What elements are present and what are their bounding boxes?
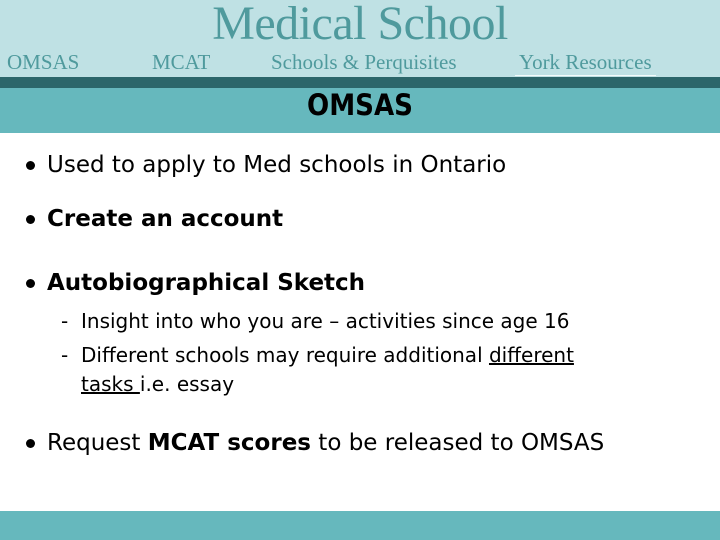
bullet-text: to be released to OMSAS <box>311 430 605 456</box>
bullet-icon <box>26 215 35 224</box>
nav-schools-perquisites[interactable]: Schools & Perquisites <box>271 50 457 74</box>
site-title: Medical School <box>212 0 508 50</box>
bullet-text: Create an account <box>47 206 284 232</box>
bullet-icon <box>26 279 35 288</box>
bullet-text: Used to apply to Med schools in Ontario <box>47 152 507 178</box>
sub-bullet-text: Insight into who you are – activities since age 16 <box>81 309 570 333</box>
underlined-text: tasks <box>81 372 140 396</box>
sub-bullet-text: Different schools may require additional <box>81 343 489 367</box>
divider-band <box>0 77 720 88</box>
bullet-item <box>26 270 365 296</box>
sub-bullet-continuation <box>81 372 234 396</box>
slide-heading: OMSAS <box>307 88 413 122</box>
sub-bullet-item: - Different schools may require additional different <box>61 343 574 367</box>
nav-york-resources[interactable]: York Resources <box>515 50 656 76</box>
nav-omsas[interactable]: OMSAS <box>7 50 80 74</box>
footer-band <box>0 511 720 540</box>
bullet-item <box>26 152 506 178</box>
underlined-text: different <box>488 343 574 367</box>
bullet-text: Request <box>47 430 148 456</box>
bullet-item <box>26 430 604 456</box>
nav-mcat[interactable]: MCAT <box>152 50 211 74</box>
header <box>0 0 720 77</box>
bullet-item <box>26 206 283 232</box>
sub-bullet-item: - Insight into who you are – activities since age 16 <box>61 309 570 333</box>
sub-bullet-text: i.e. essay <box>139 372 235 396</box>
bullet-icon <box>26 161 35 170</box>
bullet-text: Autobiographical Sketch <box>47 270 366 296</box>
bold-text: MCAT scores <box>147 430 311 456</box>
bullet-icon <box>26 439 35 448</box>
